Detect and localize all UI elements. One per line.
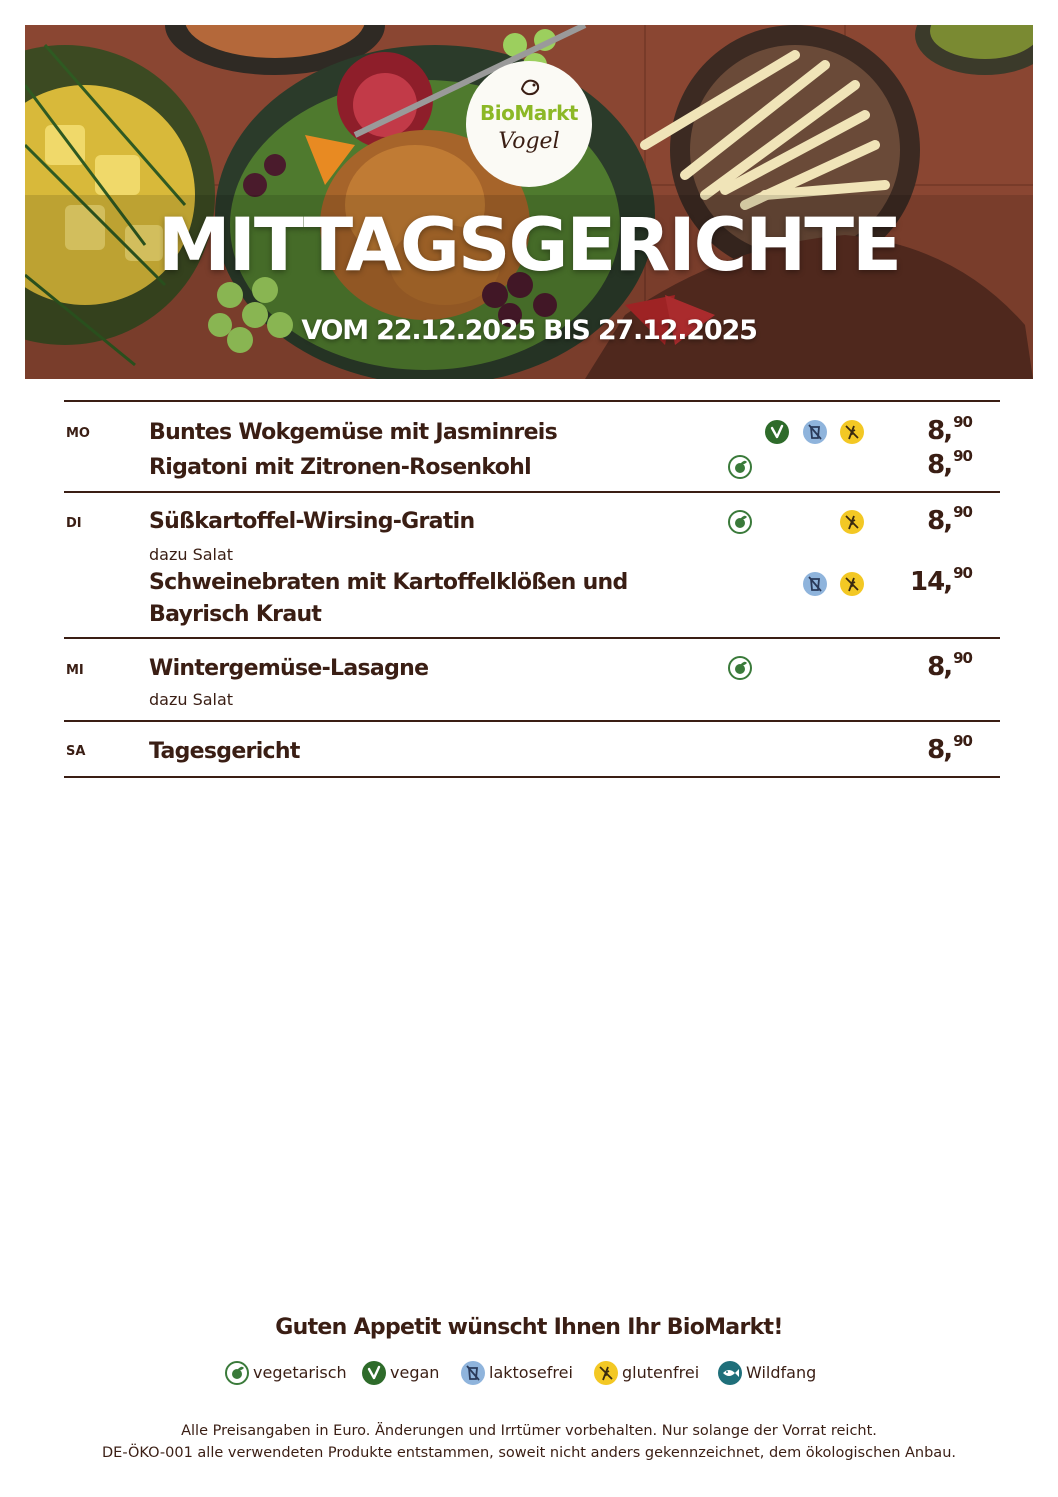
day-label: SA <box>66 744 86 759</box>
hero-banner <box>25 25 1033 379</box>
price-cents: 90 <box>953 564 972 582</box>
dish-name: Rigatoni mit Zitronen-Rosenkohl <box>149 455 531 480</box>
dish-name: Buntes Wokgemüse mit Jasminreis <box>149 420 558 445</box>
price-cents: 90 <box>953 732 972 750</box>
price-cents: 90 <box>953 447 972 465</box>
day-row-mi <box>64 637 1000 720</box>
dish-name-line1: Schweinebraten mit Kartoffelklößen und <box>149 570 628 595</box>
glutenfrei-icon <box>840 572 864 596</box>
menu-table <box>64 400 1000 778</box>
page-title: MITTAGSGERICHTE <box>158 203 900 288</box>
legend-label: glutenfrei <box>622 1363 700 1382</box>
price-euro: 8 <box>927 735 945 765</box>
glutenfrei-icon <box>840 510 864 534</box>
price-cents: 90 <box>953 649 972 667</box>
biomarkt-logo <box>466 61 592 187</box>
day-label: MI <box>66 663 84 678</box>
day-row-mo <box>64 400 1000 491</box>
price-euro: 8 <box>927 450 945 480</box>
price: 8,90 <box>927 447 972 480</box>
day-label: DI <box>66 516 82 531</box>
dish-name: Tagesgericht <box>149 739 300 764</box>
price-euro: 8 <box>927 416 945 446</box>
day-row-di <box>64 491 1000 637</box>
dish-name: Wintergemüse-Lasagne <box>149 656 429 681</box>
price: 14,90 <box>910 564 972 597</box>
logo-text-vogel: Vogel <box>498 129 560 154</box>
price: 8,90 <box>927 413 972 446</box>
legend-label: Wildfang <box>746 1363 817 1382</box>
day-label: MO <box>66 426 90 441</box>
dish-side: dazu Salat <box>149 690 234 709</box>
price: 8,90 <box>927 732 972 765</box>
dish-name-line2: Bayrisch Kraut <box>149 602 322 627</box>
glutenfrei-icon <box>840 420 864 444</box>
vegan-icon <box>765 420 789 444</box>
laktosefrei-icon <box>803 420 827 444</box>
logo-text-biomarkt: BioMarkt <box>480 101 578 125</box>
legend <box>0 1360 1058 1388</box>
vegetarisch-icon <box>728 656 752 680</box>
price: 8,90 <box>927 649 972 682</box>
price-euro: 8 <box>927 652 945 682</box>
day-row-sa <box>64 720 1000 778</box>
glutenfrei-icon <box>594 1361 618 1385</box>
laktosefrei-icon <box>461 1361 485 1385</box>
price-cents: 90 <box>953 413 972 431</box>
laktosefrei-icon <box>803 572 827 596</box>
price-cents: 90 <box>953 503 972 521</box>
legend-label: laktosefrei <box>489 1363 573 1382</box>
legend-label: vegan <box>390 1363 440 1382</box>
greeting: Guten Appetit wünscht Ihnen Ihr BioMarkt! <box>275 1315 783 1340</box>
dish-side: dazu Salat <box>149 545 234 564</box>
footer-note-line2: DE-ÖKO-001 alle verwendeten Produkte entstammen, soweit nicht anders gekennzeichnet, dem ökologischen Anbau. <box>102 1445 956 1461</box>
price: 8,90 <box>927 503 972 536</box>
wildfang-icon <box>718 1361 742 1385</box>
date-range: VOM 22.12.2025 BIS 27.12.2025 <box>301 315 757 346</box>
legend-label: vegetarisch <box>253 1363 347 1382</box>
price-euro: 8 <box>927 506 945 536</box>
vegetarisch-icon <box>728 510 752 534</box>
footer-note-line1: Alle Preisangaben in Euro. Änderungen und Irrtümer vorbehalten. Nur solange der Vorrat reicht. <box>181 1423 877 1439</box>
vegan-icon <box>362 1361 386 1385</box>
bird-icon <box>519 77 541 99</box>
vegetarisch-icon <box>225 1361 249 1385</box>
dish-name: Süßkartoffel-Wirsing-Gratin <box>149 509 475 534</box>
vegetarisch-icon <box>728 455 752 479</box>
price-euro: 14 <box>910 567 945 597</box>
